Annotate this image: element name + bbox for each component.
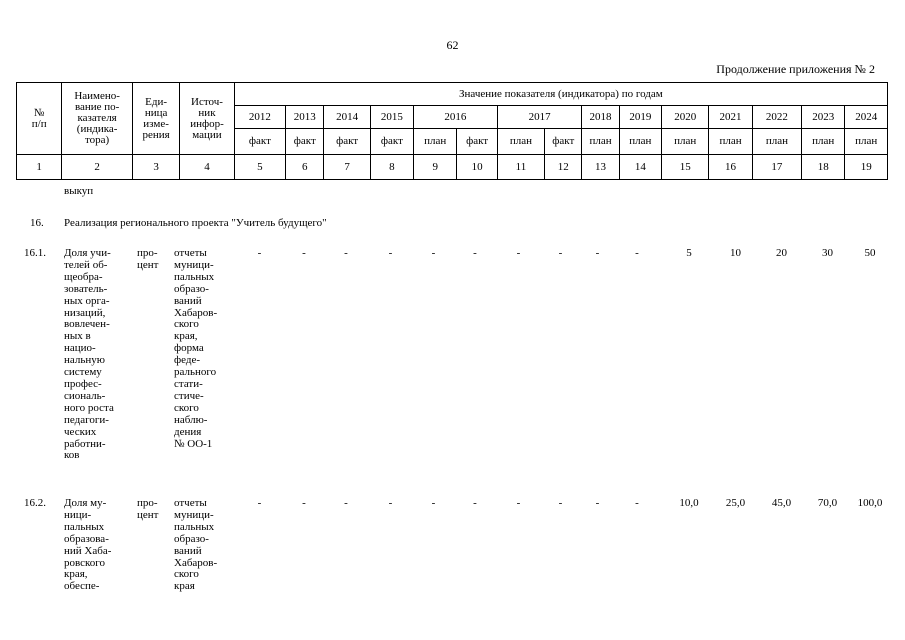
value-cell: -: [595, 247, 600, 259]
value-cell: -: [344, 497, 348, 509]
indicator-unit: про- цент: [137, 247, 159, 271]
value-cell: 10,0: [679, 497, 699, 509]
header-year: 2018: [582, 106, 619, 129]
header-type: план: [709, 129, 752, 155]
header-type: план: [752, 129, 801, 155]
header-type: факт: [324, 129, 370, 155]
column-number: 11: [497, 155, 544, 180]
column-number: 8: [370, 155, 413, 180]
header-year: 2019: [619, 106, 661, 129]
header-type: факт: [370, 129, 413, 155]
value-cell: -: [473, 497, 477, 509]
column-number: 19: [845, 155, 888, 180]
column-number: 10: [457, 155, 497, 180]
section-number: 16.: [30, 217, 44, 229]
indicator-table-header: [16, 82, 888, 180]
value-cell: 25,0: [725, 497, 746, 509]
column-number: 18: [802, 155, 845, 180]
header-year: 2021: [709, 106, 752, 129]
indicator-source: отчеты муници- пальных образо- ваний Хабаров- ского края, форма феде- рального стати- стиче- ского наблю- дения № ОО-1: [174, 247, 218, 450]
indicator-name: Доля учи- телей об- щеобра- зователь- ных орга- низаций, вовлечен- ных в нацио- нальную систему профес- сиональ- ного роста педагоги- ческих работни- ков: [64, 247, 114, 462]
value-cell: 45,0: [771, 497, 792, 509]
page-number: 62: [446, 38, 459, 52]
header-type: план: [414, 129, 457, 155]
value-cell: 30: [822, 247, 833, 259]
header-year: 2016: [414, 106, 498, 129]
column-number: 14: [619, 155, 661, 180]
header-year: 2023: [802, 106, 845, 129]
column-number: 12: [545, 155, 582, 180]
header-type: план: [497, 129, 544, 155]
header-type: факт: [234, 129, 285, 155]
value-cell: -: [257, 247, 262, 259]
value-cell: 70,0: [817, 497, 838, 509]
value-cell: -: [473, 247, 477, 259]
value-cell: -: [635, 497, 639, 509]
header-type: план: [802, 129, 845, 155]
header-type: факт: [286, 129, 324, 155]
row-number: 16.2.: [24, 497, 46, 509]
value-cell: -: [344, 247, 348, 259]
indicator-source: отчеты муници- пальных образо- ваний Хабаров- ского края: [174, 497, 218, 593]
value-cell: -: [431, 497, 436, 509]
row-number: 16.1.: [24, 247, 46, 259]
column-number: 7: [324, 155, 370, 180]
column-number: 16: [709, 155, 752, 180]
header-unit: Еди- ница изме- рения: [132, 83, 179, 155]
column-number: 2: [62, 155, 133, 180]
header-year: 2015: [370, 106, 413, 129]
column-number: 6: [286, 155, 324, 180]
header-source: Источ- ник инфор- мации: [180, 83, 234, 155]
header-year: 2020: [662, 106, 709, 129]
value-cell: -: [558, 497, 563, 509]
value-cell: 5: [686, 247, 692, 259]
header-type: факт: [545, 129, 582, 155]
value-cell: -: [558, 247, 563, 259]
carry-over-text: выкуп: [64, 185, 94, 197]
section-title: Реализация регионального проекта "Учитель будущего": [64, 217, 327, 229]
value-cell: -: [302, 497, 306, 509]
header-type: план: [662, 129, 709, 155]
header-year: 2013: [286, 106, 324, 129]
header-type: план: [582, 129, 619, 155]
value-cell: -: [388, 497, 393, 509]
value-cell: -: [635, 247, 639, 259]
header-year: 2012: [234, 106, 285, 129]
header-values-by-year: Значение показателя (индикатора) по годам: [234, 83, 887, 106]
header-year: 2014: [324, 106, 370, 129]
header-num: № п/п: [17, 83, 62, 155]
value-cell: -: [257, 497, 262, 509]
value-cell: -: [431, 247, 436, 259]
header-type: факт: [457, 129, 497, 155]
header-year: 2024: [845, 106, 888, 129]
column-number: 3: [132, 155, 179, 180]
column-number: 4: [180, 155, 234, 180]
value-cell: -: [302, 247, 306, 259]
header-year: 2017: [497, 106, 582, 129]
column-number: 9: [414, 155, 457, 180]
continuation-note: Продолжение приложения № 2: [716, 62, 875, 76]
column-number: 17: [752, 155, 801, 180]
column-number: 13: [582, 155, 619, 180]
header-type: план: [845, 129, 888, 155]
value-cell: -: [516, 497, 521, 509]
value-cell: 20: [776, 247, 787, 259]
header-type: план: [619, 129, 661, 155]
column-number: 5: [234, 155, 285, 180]
indicator-unit: про- цент: [137, 497, 159, 521]
value-cell: -: [516, 247, 521, 259]
header-indicator-name: Наимено- вание по- казателя (индика- тора): [62, 83, 133, 155]
value-cell: 10: [730, 247, 741, 259]
value-cell: -: [388, 247, 393, 259]
indicator-name: Доля му- ници- пальных образова- ний Хаба- ровского края, обеспе-: [64, 497, 112, 593]
value-cell: 50: [864, 247, 876, 259]
column-number: 15: [662, 155, 709, 180]
header-year: 2022: [752, 106, 801, 129]
column-number: 1: [17, 155, 62, 180]
value-cell: 100,0: [857, 497, 883, 509]
value-cell: -: [595, 497, 600, 509]
